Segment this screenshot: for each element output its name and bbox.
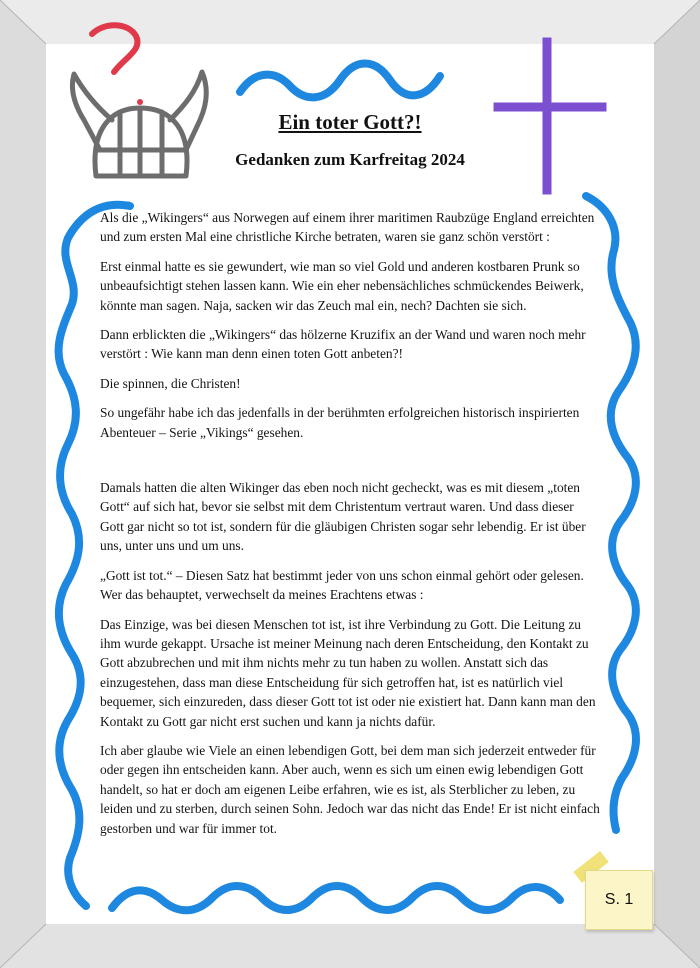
paragraph-8: Das Einzige, was bei diesen Menschen tot ist, ist ihre Verbindung zu Gott. Die Leitung zu ihm wurde gekappt. Ursache ist meiner Meinung nach deren Entscheidung, den Kontakt zu Gott abzubrechen und mit ihm nichts mehr zu tun haben zu wollen. Anstatt sich das einzugestehen, dass man diese Entscheidung für sich getroffen hat, ist es natürlich viel bequemer, sich einzureden, dass dieser Gott tot ist oder nie existiert hat. Dann kann man den Kontakt zu Gott gar nicht erst suchen und kann ja nichts dafür. — [100, 616, 596, 729]
paragraph-9: Ich aber glaube wie Viele an einen lebendigen Gott, bei dem man sich jederzeit entweder für oder gegen ihn entscheiden kann. Aber auch, wenn es sich um einen ewig lebendigen Gott handelt, so hat er doch am eigenen Leibe erfahren, wie es ist, als Sterblicher zu leben, zu leiden und zu sterben, durch seinen Sohn. Jedoch war das nicht das Ende! Er ist nicht einfach gestorben und war für immer tot. — [100, 742, 600, 836]
document-body — [100, 208, 600, 848]
paragraph-5: So ungefähr habe ich das jedenfalls in der berühmten erfolgreichen historisch inspirierten Abenteuer – Serie „Vikings“ gesehen. — [100, 405, 580, 440]
paragraph-2: Erst einmal hatte es sie gewundert, wie man so viel Gold und anderen kostbaren Prunk so unbeaufsichtigt stehen lassen kann. Wie ein eher nebensächliches schmückendes Beiwerk, könnte man sagen. Naja, sacken wir das Zeuch mal ein, nech? Dachten sie sich. — [100, 258, 584, 313]
page-number-note — [585, 870, 653, 930]
paragraph-6: Damals hatten die alten Wikinger das eben noch nicht gecheckt, was es mit diesem „toten Gott“ auf sich hat, bevor sie selbst mit dem Christentum vertraut waren. Und dass dieser Gott gar nicht so tot ist, sondern für die gläubigen Christen sogar sehr lebendig. Er ist über uns, unter uns und um uns. — [100, 480, 586, 554]
paragraph-4: Die spinnen, die Christen! — [100, 375, 241, 391]
paragraph-3: Dann erblickten die „Wikingers“ das hölzerne Kruzifix an der Wand und waren noch mehr verstört : Wie kann man denn einen toten Gott anbeten?! — [100, 327, 586, 362]
document-title: Ein toter Gott?! — [278, 110, 422, 134]
page-number-label: S. 1 — [604, 891, 634, 908]
paragraph-1: Als die „Wikingers“ aus Norwegen auf einem ihrer maritimen Raubzüge England erreichten und zum ersten Mal eine christliche Kirche betraten, waren sie ganz schön verstört : — [100, 210, 595, 245]
paragraph-7: „Gott ist tot.“ – Diesen Satz hat bestimmt jeder von uns schon einmal gehört oder gelesen. Wer das behauptet, verwechselt da meines Erachtens etwas : — [100, 567, 584, 603]
document-subtitle: Gedanken zum Karfreitag 2024 — [235, 150, 465, 169]
